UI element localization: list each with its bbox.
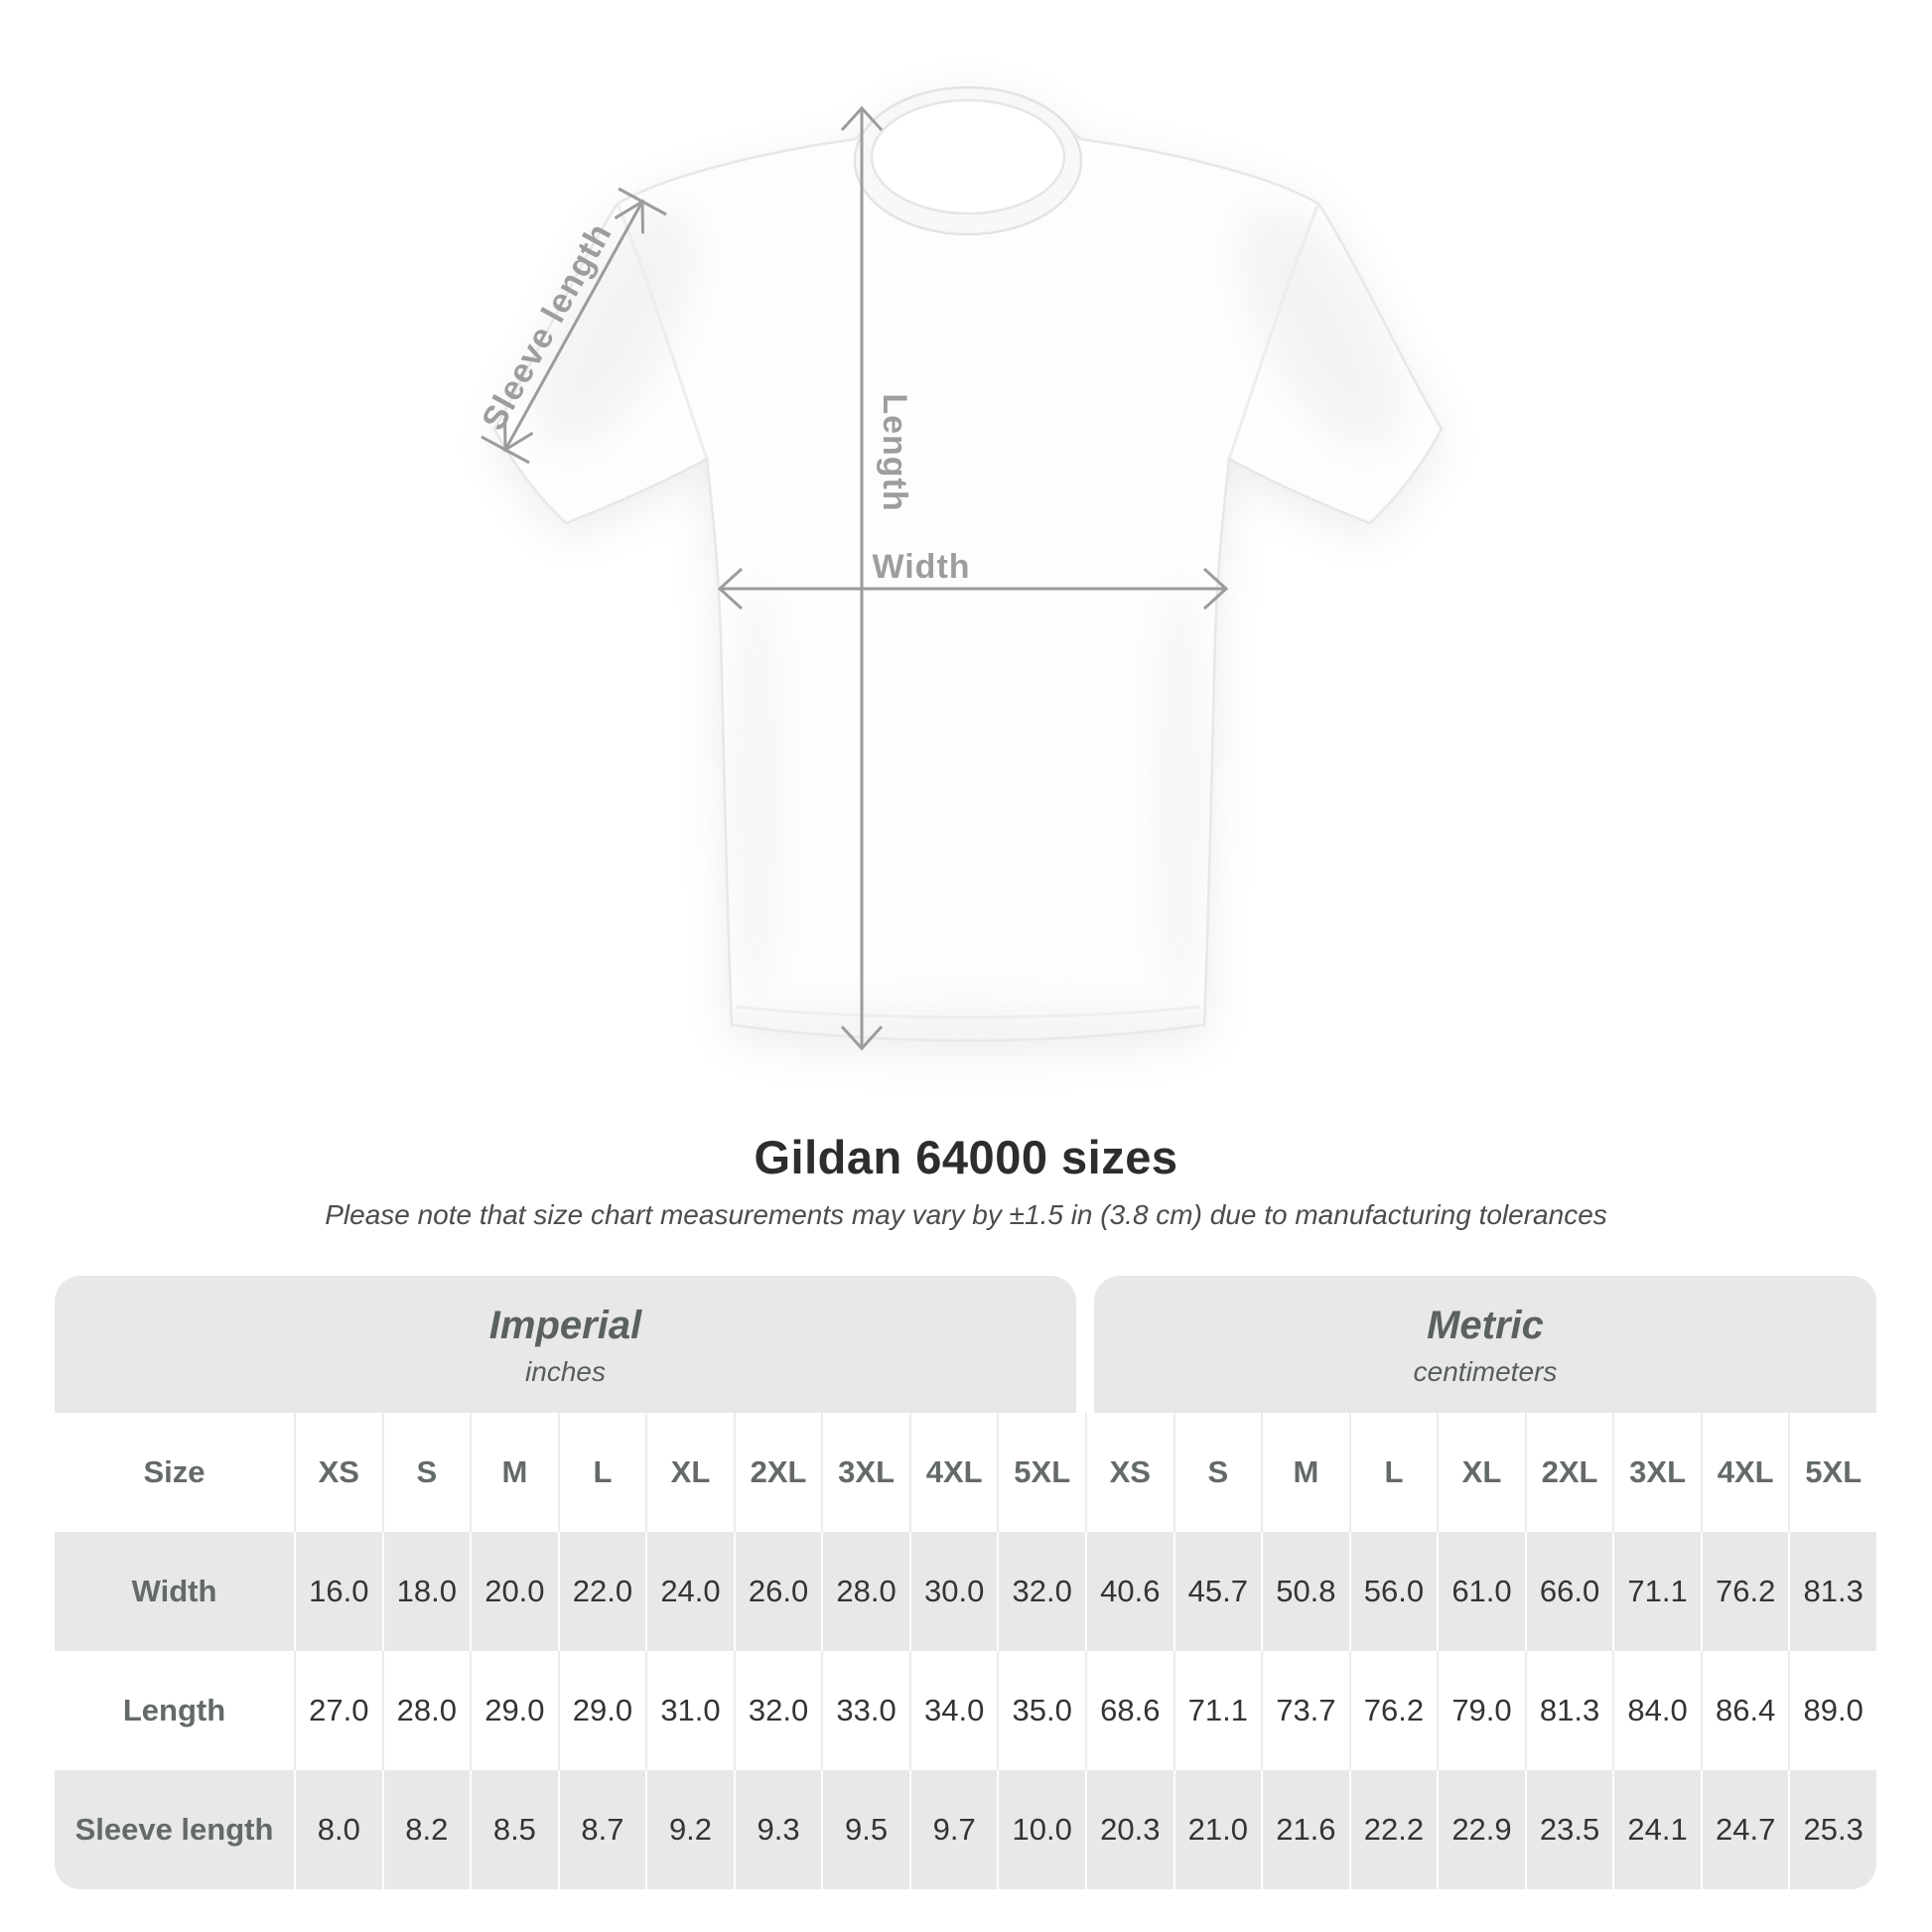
size-header-metric-2: M (1261, 1413, 1349, 1532)
sleeve-length-label: Sleeve length (475, 216, 620, 437)
value-imperial-8: 32.0 (997, 1532, 1085, 1651)
size-header-metric-6: 3XL (1612, 1413, 1701, 1532)
value-metric-6: 24.1 (1612, 1770, 1701, 1889)
value-imperial-6: 9.5 (821, 1770, 909, 1889)
value-imperial-6: 33.0 (821, 1651, 909, 1770)
length-row (55, 1651, 1876, 1770)
size-header-metric-7: 4XL (1701, 1413, 1789, 1532)
value-metric-3: 56.0 (1349, 1532, 1438, 1651)
size-header-metric-4: XL (1437, 1413, 1525, 1532)
value-metric-1: 45.7 (1173, 1532, 1262, 1651)
size-header-metric-3: L (1349, 1413, 1438, 1532)
value-metric-8: 25.3 (1788, 1770, 1876, 1889)
value-metric-7: 76.2 (1701, 1532, 1789, 1651)
value-metric-5: 66.0 (1525, 1532, 1613, 1651)
value-imperial-7: 9.7 (909, 1770, 998, 1889)
value-metric-2: 73.7 (1261, 1651, 1349, 1770)
metric-group-name: Metric (1427, 1303, 1544, 1347)
value-metric-5: 81.3 (1525, 1651, 1613, 1770)
size-header-metric-1: S (1173, 1413, 1262, 1532)
size-table (55, 1276, 1876, 1889)
metric-group-unit: centimeters (1413, 1355, 1558, 1387)
imperial-group-header (55, 1276, 1076, 1413)
value-metric-0: 40.6 (1085, 1532, 1173, 1651)
value-imperial-0: 16.0 (294, 1532, 382, 1651)
size-column-header: Size (143, 1454, 206, 1489)
page-subtitle: Please note that size chart measurements may vary by ±1.5 in (3.8 cm) due to manufacturing tolerances (325, 1199, 1607, 1230)
value-metric-8: 89.0 (1788, 1651, 1876, 1770)
value-metric-3: 76.2 (1349, 1651, 1438, 1770)
value-imperial-7: 34.0 (909, 1651, 998, 1770)
value-imperial-5: 9.3 (734, 1770, 822, 1889)
size-header-metric-8: 5XL (1788, 1413, 1876, 1532)
measurement-row-label: Width (131, 1574, 217, 1608)
size-header-imperial-8: 5XL (997, 1413, 1085, 1532)
value-imperial-2: 8.5 (470, 1770, 558, 1889)
size-header-imperial-0: XS (294, 1413, 382, 1532)
measurement-row-label: Sleeve length (74, 1812, 274, 1847)
value-imperial-5: 32.0 (734, 1651, 822, 1770)
value-metric-3: 22.2 (1349, 1770, 1438, 1889)
size-header-imperial-5: 2XL (734, 1413, 822, 1532)
size-header-imperial-4: XL (645, 1413, 734, 1532)
value-metric-4: 79.0 (1437, 1651, 1525, 1770)
unit-group-band (55, 1276, 1876, 1413)
collar-inner (872, 100, 1064, 213)
value-metric-0: 68.6 (1085, 1651, 1173, 1770)
value-imperial-3: 29.0 (558, 1651, 646, 1770)
value-imperial-3: 8.7 (558, 1770, 646, 1889)
value-imperial-1: 8.2 (382, 1770, 471, 1889)
size-header-metric-5: 2XL (1525, 1413, 1613, 1532)
size-header-imperial-2: M (470, 1413, 558, 1532)
value-imperial-8: 35.0 (997, 1651, 1085, 1770)
value-imperial-7: 30.0 (909, 1532, 998, 1651)
value-imperial-4: 31.0 (645, 1651, 734, 1770)
value-metric-6: 84.0 (1612, 1651, 1701, 1770)
value-imperial-1: 28.0 (382, 1651, 471, 1770)
sleeve-length-row (55, 1770, 1876, 1889)
value-metric-6: 71.1 (1612, 1532, 1701, 1651)
value-imperial-4: 9.2 (645, 1770, 734, 1889)
value-imperial-5: 26.0 (734, 1532, 822, 1651)
value-metric-1: 71.1 (1173, 1651, 1262, 1770)
imperial-group-unit: inches (525, 1355, 606, 1387)
value-metric-2: 21.6 (1261, 1770, 1349, 1889)
size-header-imperial-3: L (558, 1413, 646, 1532)
value-metric-7: 24.7 (1701, 1770, 1789, 1889)
value-imperial-0: 8.0 (294, 1770, 382, 1889)
value-metric-4: 22.9 (1437, 1770, 1525, 1889)
value-metric-7: 86.4 (1701, 1651, 1789, 1770)
value-metric-4: 61.0 (1437, 1532, 1525, 1651)
value-imperial-0: 27.0 (294, 1651, 382, 1770)
measurement-row-label: Length (122, 1693, 226, 1727)
imperial-group-name: Imperial (488, 1303, 642, 1347)
size-header-metric-0: XS (1085, 1413, 1173, 1532)
value-imperial-2: 20.0 (470, 1532, 558, 1651)
value-imperial-2: 29.0 (470, 1651, 558, 1770)
value-metric-0: 20.3 (1085, 1770, 1173, 1889)
value-metric-1: 21.0 (1173, 1770, 1262, 1889)
metric-group-header (1094, 1276, 1876, 1413)
value-imperial-4: 24.0 (645, 1532, 734, 1651)
value-imperial-8: 10.0 (997, 1770, 1085, 1889)
size-header-imperial-6: 3XL (821, 1413, 909, 1532)
width-label: Width (872, 548, 971, 586)
value-metric-2: 50.8 (1261, 1532, 1349, 1651)
size-header-imperial-1: S (382, 1413, 471, 1532)
width-row (55, 1532, 1876, 1651)
value-imperial-6: 28.0 (821, 1532, 909, 1651)
value-metric-5: 23.5 (1525, 1770, 1613, 1889)
length-label: Length (876, 393, 913, 512)
size-header-imperial-7: 4XL (909, 1413, 998, 1532)
size-header-row (55, 1413, 1876, 1532)
page-title: Gildan 64000 sizes (754, 1131, 1178, 1183)
value-imperial-3: 22.0 (558, 1532, 646, 1651)
value-imperial-1: 18.0 (382, 1532, 471, 1651)
value-metric-8: 81.3 (1788, 1532, 1876, 1651)
